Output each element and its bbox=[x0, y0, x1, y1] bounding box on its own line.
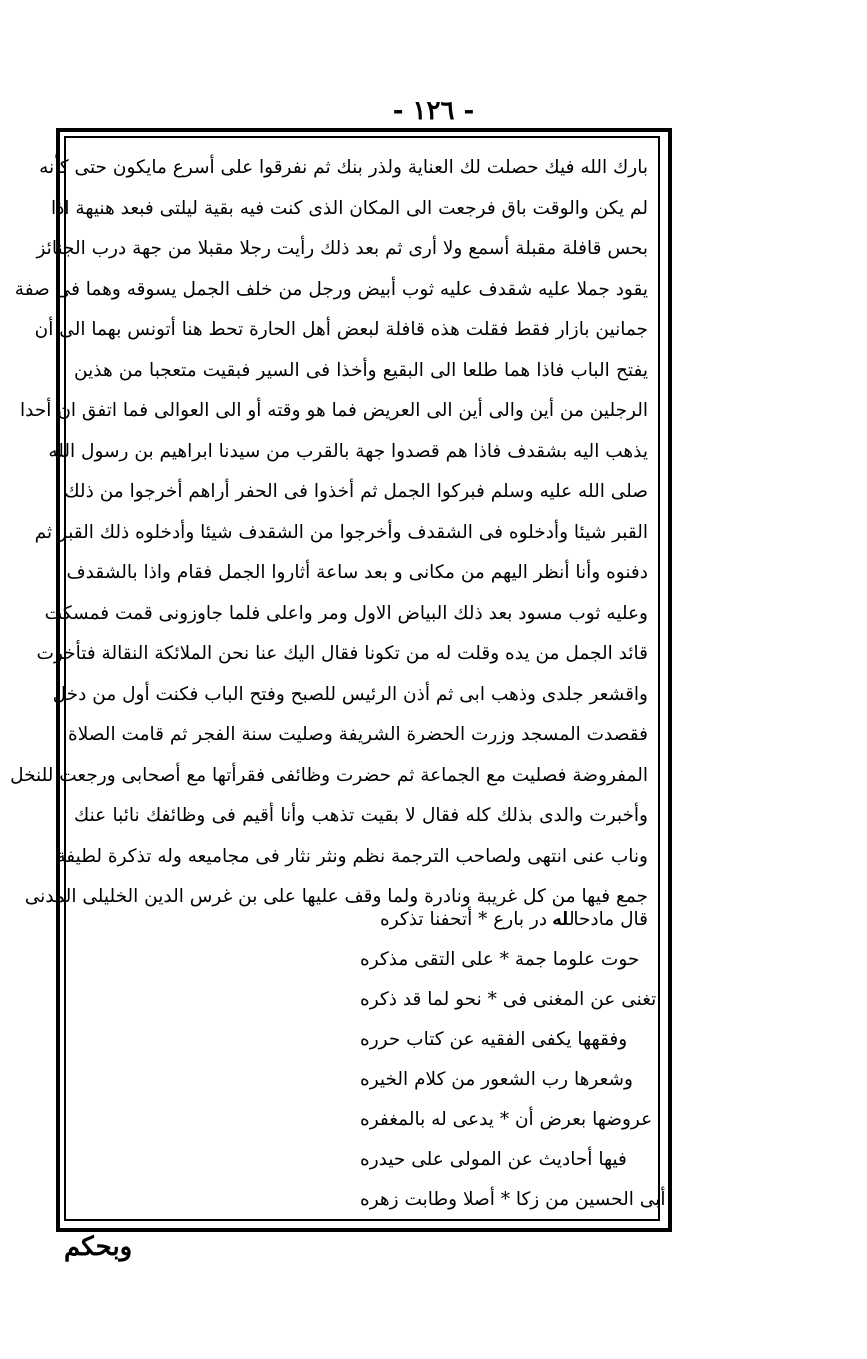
prose-block bbox=[10, 148, 648, 918]
prose-line: وعليه ثوب مسود بعد ذلك البياض الاول ومر واعلى فلما جاوزونى قمت فمسكت bbox=[44, 602, 648, 624]
catchword: وبحكم bbox=[64, 1232, 133, 1262]
verse-line: وفقهها يكفى الفقيه عن كتاب حرره bbox=[360, 1029, 628, 1050]
prose-line: واقشعر جلدى وذهب ابى ثم أذن الرئيس للصبح وفتح الباب فكنت أول من دخل bbox=[52, 683, 648, 705]
prose-line: وأخبرت والدى بذلك كله فقال لا بقيت تذهب وأنا أقيم فى وظائفك نائبا عنك bbox=[74, 805, 648, 826]
prose-line: بارك الله فيك حصلت لك العناية ولذر بنك ثم نفرقوا على أسرع مايكون حتى كأنه bbox=[39, 157, 648, 178]
verse-intro-label: قال مادحا له bbox=[551, 909, 648, 930]
prose-line: جمع فيها من كل غريبة ونادرة ولما وقف عليها على بن غرس الدين الخليلى المدنى bbox=[24, 886, 648, 907]
verse-line: حوت علوما جمة * على التقى مذكره bbox=[360, 949, 640, 970]
verse-line: وشعرها رب الشعور من كلام الخيره bbox=[360, 1069, 633, 1090]
prose-line: يفتح الباب فاذا هما طلعا الى البقيع وأخذا فى السير فبقيت متعجبا من هذين bbox=[74, 359, 648, 381]
verse-line: عروضها بعرض أن * يدعى له بالمغفره bbox=[360, 1109, 653, 1130]
prose-line: دفنوه وأنا أنظر اليهم من مكانى و بعد ساعة أثاروا الجمل فقام واذا بالشقدف bbox=[66, 562, 648, 583]
prose-line: فقصدت المسجد وزرت الحضرة الشريفة وصليت سنة الفجر ثم قامت الصلاة bbox=[68, 724, 648, 745]
prose-line: الرجلين من أين والى أين الى العريض فما هو وقته أو الى العوالى فما اتفق ان أحدا bbox=[20, 400, 648, 421]
prose-line: يذهب اليه بشقدف فاذا هم قصدوا جهة بالقرب من سيدنا ابراهيم بن رسول الله bbox=[48, 440, 648, 462]
verse-line: تغنى عن المغنى فى * نحو لما قد ذكره bbox=[360, 989, 657, 1010]
prose-line: يقود جملا عليه شقدف عليه ثوب أبيض ورجل من خلف الجمل يسوقه وهما فى صفة bbox=[14, 278, 648, 300]
prose-line: جمانين بازار فقط فقلت هذه قافلة لبعض أهل الحارة تحط هنا أتونس بهما الى أن bbox=[34, 319, 648, 340]
prose-line: صلى الله عليه وسلم فبركوا الجمل ثم أخذوا فى الحفر أراهم أخرجوا من ذلك bbox=[64, 481, 648, 502]
page-number: - ١٢٦ - bbox=[392, 96, 475, 126]
prose-line: المفروضة فصليت مع الجماعة ثم حضرت وظائفى فقرأتها مع أصحابى ورجعت للنخل bbox=[10, 764, 648, 786]
prose-line: لم يكن والوقت باق فرجعت الى المكان الذى كنت فيه بقية ليلتى فبعد هنيهة اذا bbox=[51, 197, 648, 219]
prose-line: وناب عنى انتهى ولصاحب الترجمة نظم ونثر نثار فى مجاميعه وله تذكرة لطيفة bbox=[56, 845, 648, 867]
prose-line: بحس قافلة مقبلة أسمع ولا أرى ثم بعد ذلك رأيت رجلا مقبلا من جهة درب الجنائز bbox=[36, 238, 648, 259]
prose-line: قائد الجمل من يده وقلت له من تكونا فقال اليك عنا نحن الملائكة النقالة فتأخرت bbox=[36, 643, 648, 664]
verse-line: لله در بارع * أتحفنا تذكره bbox=[380, 909, 575, 930]
prose-line: القبر شيئا وأدخلوه فى الشقدف وأخرجوا من الشقدف شيئا وأدخلوه ذلك القبر ثم bbox=[34, 521, 648, 543]
verse-line: أبى الحسين من زكا * أصلا وطابت زهره bbox=[360, 1189, 666, 1210]
verse-line: فيها أحاديث عن المولى على حيدره bbox=[360, 1149, 627, 1170]
